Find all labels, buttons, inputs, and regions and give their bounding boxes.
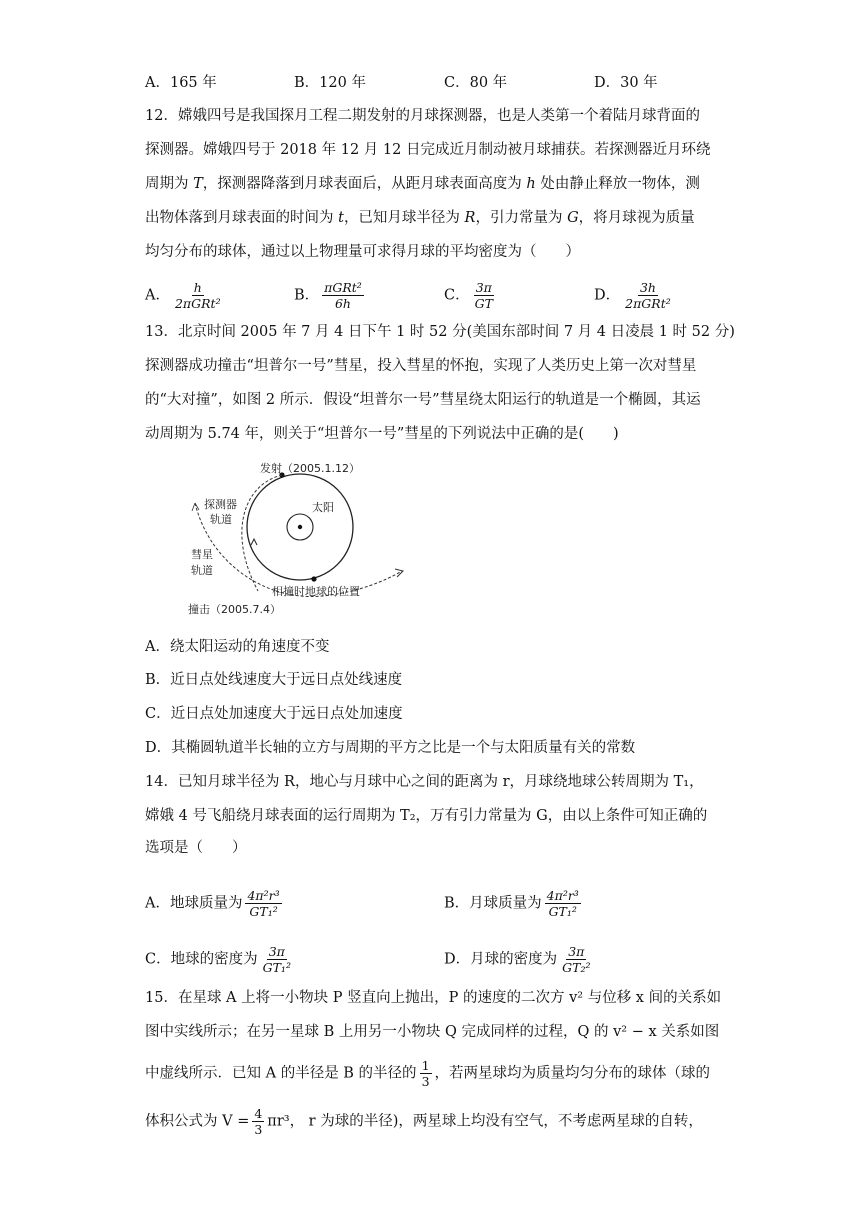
q13-option-a: A．绕太阳运动的角速度不变 [145,639,330,655]
q12-option-c: C． $\frac{3\pi}{GT}$ [444,280,493,311]
label-earth-impact-position: 相撞时地球的位置 [272,585,360,598]
label-launch: 发射（2005.1.12） [260,462,360,475]
q14-option-c: C．地球的密度为 $\frac{3\pi}{\text{GT₁²}}$ [145,944,291,975]
q11-option-c: C．80 年 [444,75,508,91]
q14-stem-line-2: 嫦娥 4 号飞船绕月球表面的运行周期为 T₂，万有引力常量为 G，由以上条件可知正确的 [145,808,708,824]
q15-stem-line-3: 中虚线所示．已知 A 的半径是 B 的半径的 $\frac{1}{3}$ ，若两星球均为质量均匀分布的球体（球的 [145,1058,711,1089]
q15-stem-line-4: 体积公式为 V = $\frac{4}{3}$ πr³， r 为球的半径)，两星球上均没有空气，不考虑两星球的自转， [145,1106,703,1137]
q15-stem-line-1: 15．在星球 A 上将一小物块 P 竖直向上抛出，P 的速度的二次方 v² 与位移 x 间的关系如 [145,990,722,1006]
q12-stem-line-2: 探测器。嫦娥四号于 2018 年 12 月 12 日完成近月制动被月球捕获。若探测器近月环绕 [145,142,711,158]
q15-stem-line-2: 图中实线所示；在另一星球 B 上用另一小物块 Q 完成同样的过程，Q 的 v² − x 关系如图 [145,1024,720,1040]
q13-option-d: D．其椭圆轨道半长轴的立方与周期的平方之比是一个与太阳质量有关的常数 [145,740,636,756]
q11-option-a: A．165 年 [145,75,217,91]
q13-stem-line-2: 探测器成功撞击“坦普尔一号”彗星，投入彗星的怀抱，实现了人类历史上第一次对彗星 [145,358,697,374]
q11-option-b: B．120 年 [294,75,366,91]
label-comet-orbit-1: 彗星 [191,548,213,561]
q12-stem-line-3: 周期为 T，探测器降落到月球表面后，从距月球表面高度为 h 处由静止释放一物体，测 [145,176,700,192]
q14-option-d: D．月球的密度为 $\frac{3\pi}{\text{GT₂²}}$ [444,944,591,975]
q11-option-d: D．30 年 [594,75,658,91]
label-probe-orbit-2: 轨道 [210,513,232,526]
q13-option-b: B．近日点处线速度大于远日点处线速度 [145,672,403,688]
q14-option-a: A．地球质量为 $\frac{\text{4π²r³}}{\text{GT₁²}}$ [145,888,280,919]
q14-stem-line-3: 选项是（ ） [145,840,247,856]
q14-stem-line-1: 14．已知月球半径为 R，地心与月球中心之间的距离为 r，月球绕地球公转周期为 T₁， [145,774,704,790]
label-impact: 撞击（2005.7.4） [188,603,281,616]
q14-option-b: B．月球质量为 $\frac{\text{4π²r³}}{\text{GT₁²}}$ [444,888,579,919]
q13-stem-line-3: 的“大对撞”，如图 2 所示．假设“坦普尔一号”彗星绕太阳运行的轨道是一个椭圆，其运 [145,392,701,408]
earth-orbit-direction-arrow [251,539,257,545]
q13-stem-line-1: 13．北京时间 2005 年 7 月 4 日下午 1 时 52 分(美国东部时间 7 月 4 日凌晨 1 时 52 分) [145,324,735,340]
q12-stem-line-4: 出物体落到月球表面的时间为 t，已知月球半径为 R，引力常量为 G，将月球视为质量 [145,210,695,226]
comet-orbit-start-tick [192,503,199,511]
q12-option-a: A． $\frac{h}{\text{2πGRt²}}$ [145,280,221,311]
q12-stem-line-1: 12．嫦娥四号是我国探月工程二期发射的月球探测器，也是人类第一个着陆月球背面的 [145,108,700,124]
earth-impact-position-dot [311,576,316,581]
comet-orbit-figure [180,455,420,625]
q12-option-d: D． $\frac{3h}{\text{2πGRt²}}$ [594,280,671,311]
q13-option-c: C．近日点处加速度大于远日点处加速度 [145,706,403,722]
label-comet-orbit-2: 轨道 [191,564,213,577]
q12-stem-line-5: 均匀分布的球体，通过以上物理量可求得月球的平均密度为（ ） [145,244,580,260]
sun-center-dot [298,525,302,529]
label-sun: 太阳 [312,501,334,514]
label-probe-orbit-1: 探测器 [204,498,237,511]
q12-option-b: B． $\frac{\text{πGRt²}}{6h}$ [294,280,362,311]
q13-stem-line-4: 动周期为 5.74 年，则关于“坦普尔一号”彗星的下列说法中正确的是( ) [145,426,619,442]
